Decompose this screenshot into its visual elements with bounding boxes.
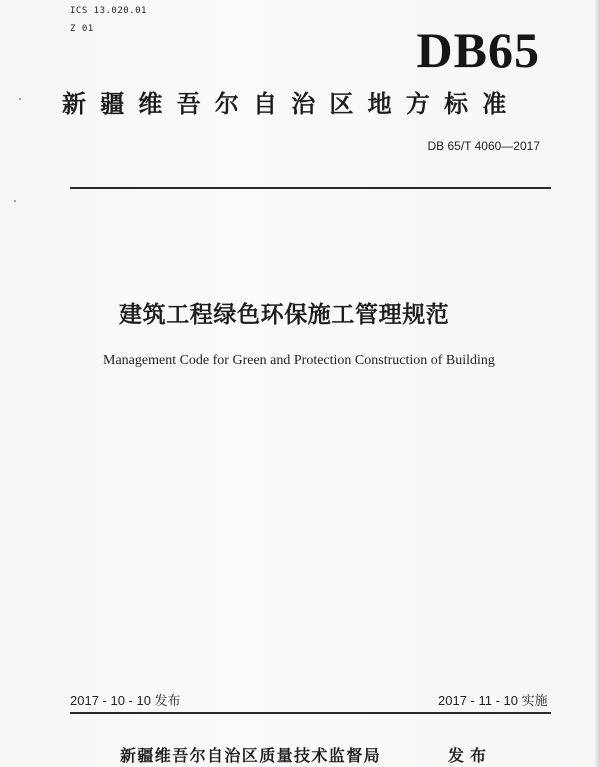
standard-mark: DB65: [416, 22, 540, 78]
implementation-date: 2017 - 11 - 10 实施: [438, 693, 548, 708]
scan-speck: [19, 98, 21, 100]
header-divider: [70, 187, 551, 189]
publisher-name: 新疆维吾尔自治区质量技术监督局: [120, 746, 382, 765]
standard-number: DB 65/T 4060—2017: [427, 139, 540, 153]
footer-divider: [70, 712, 551, 714]
document-title-english: Management Code for Green and Protection Construction of Building: [103, 353, 495, 368]
publish-label: 发布: [448, 746, 493, 765]
classification-code: Z 01: [70, 24, 94, 34]
document-title-chinese: 建筑工程绿色环保施工管理规范: [119, 302, 450, 328]
issue-date: 2017 - 10 - 10 发布: [70, 693, 181, 708]
scan-speck: [14, 200, 16, 202]
scan-edge-shadow: [594, 0, 600, 767]
standard-type-title: 新疆维吾尔自治区地方标准: [62, 90, 521, 118]
ics-code: ICS 13.020.01: [70, 6, 147, 16]
